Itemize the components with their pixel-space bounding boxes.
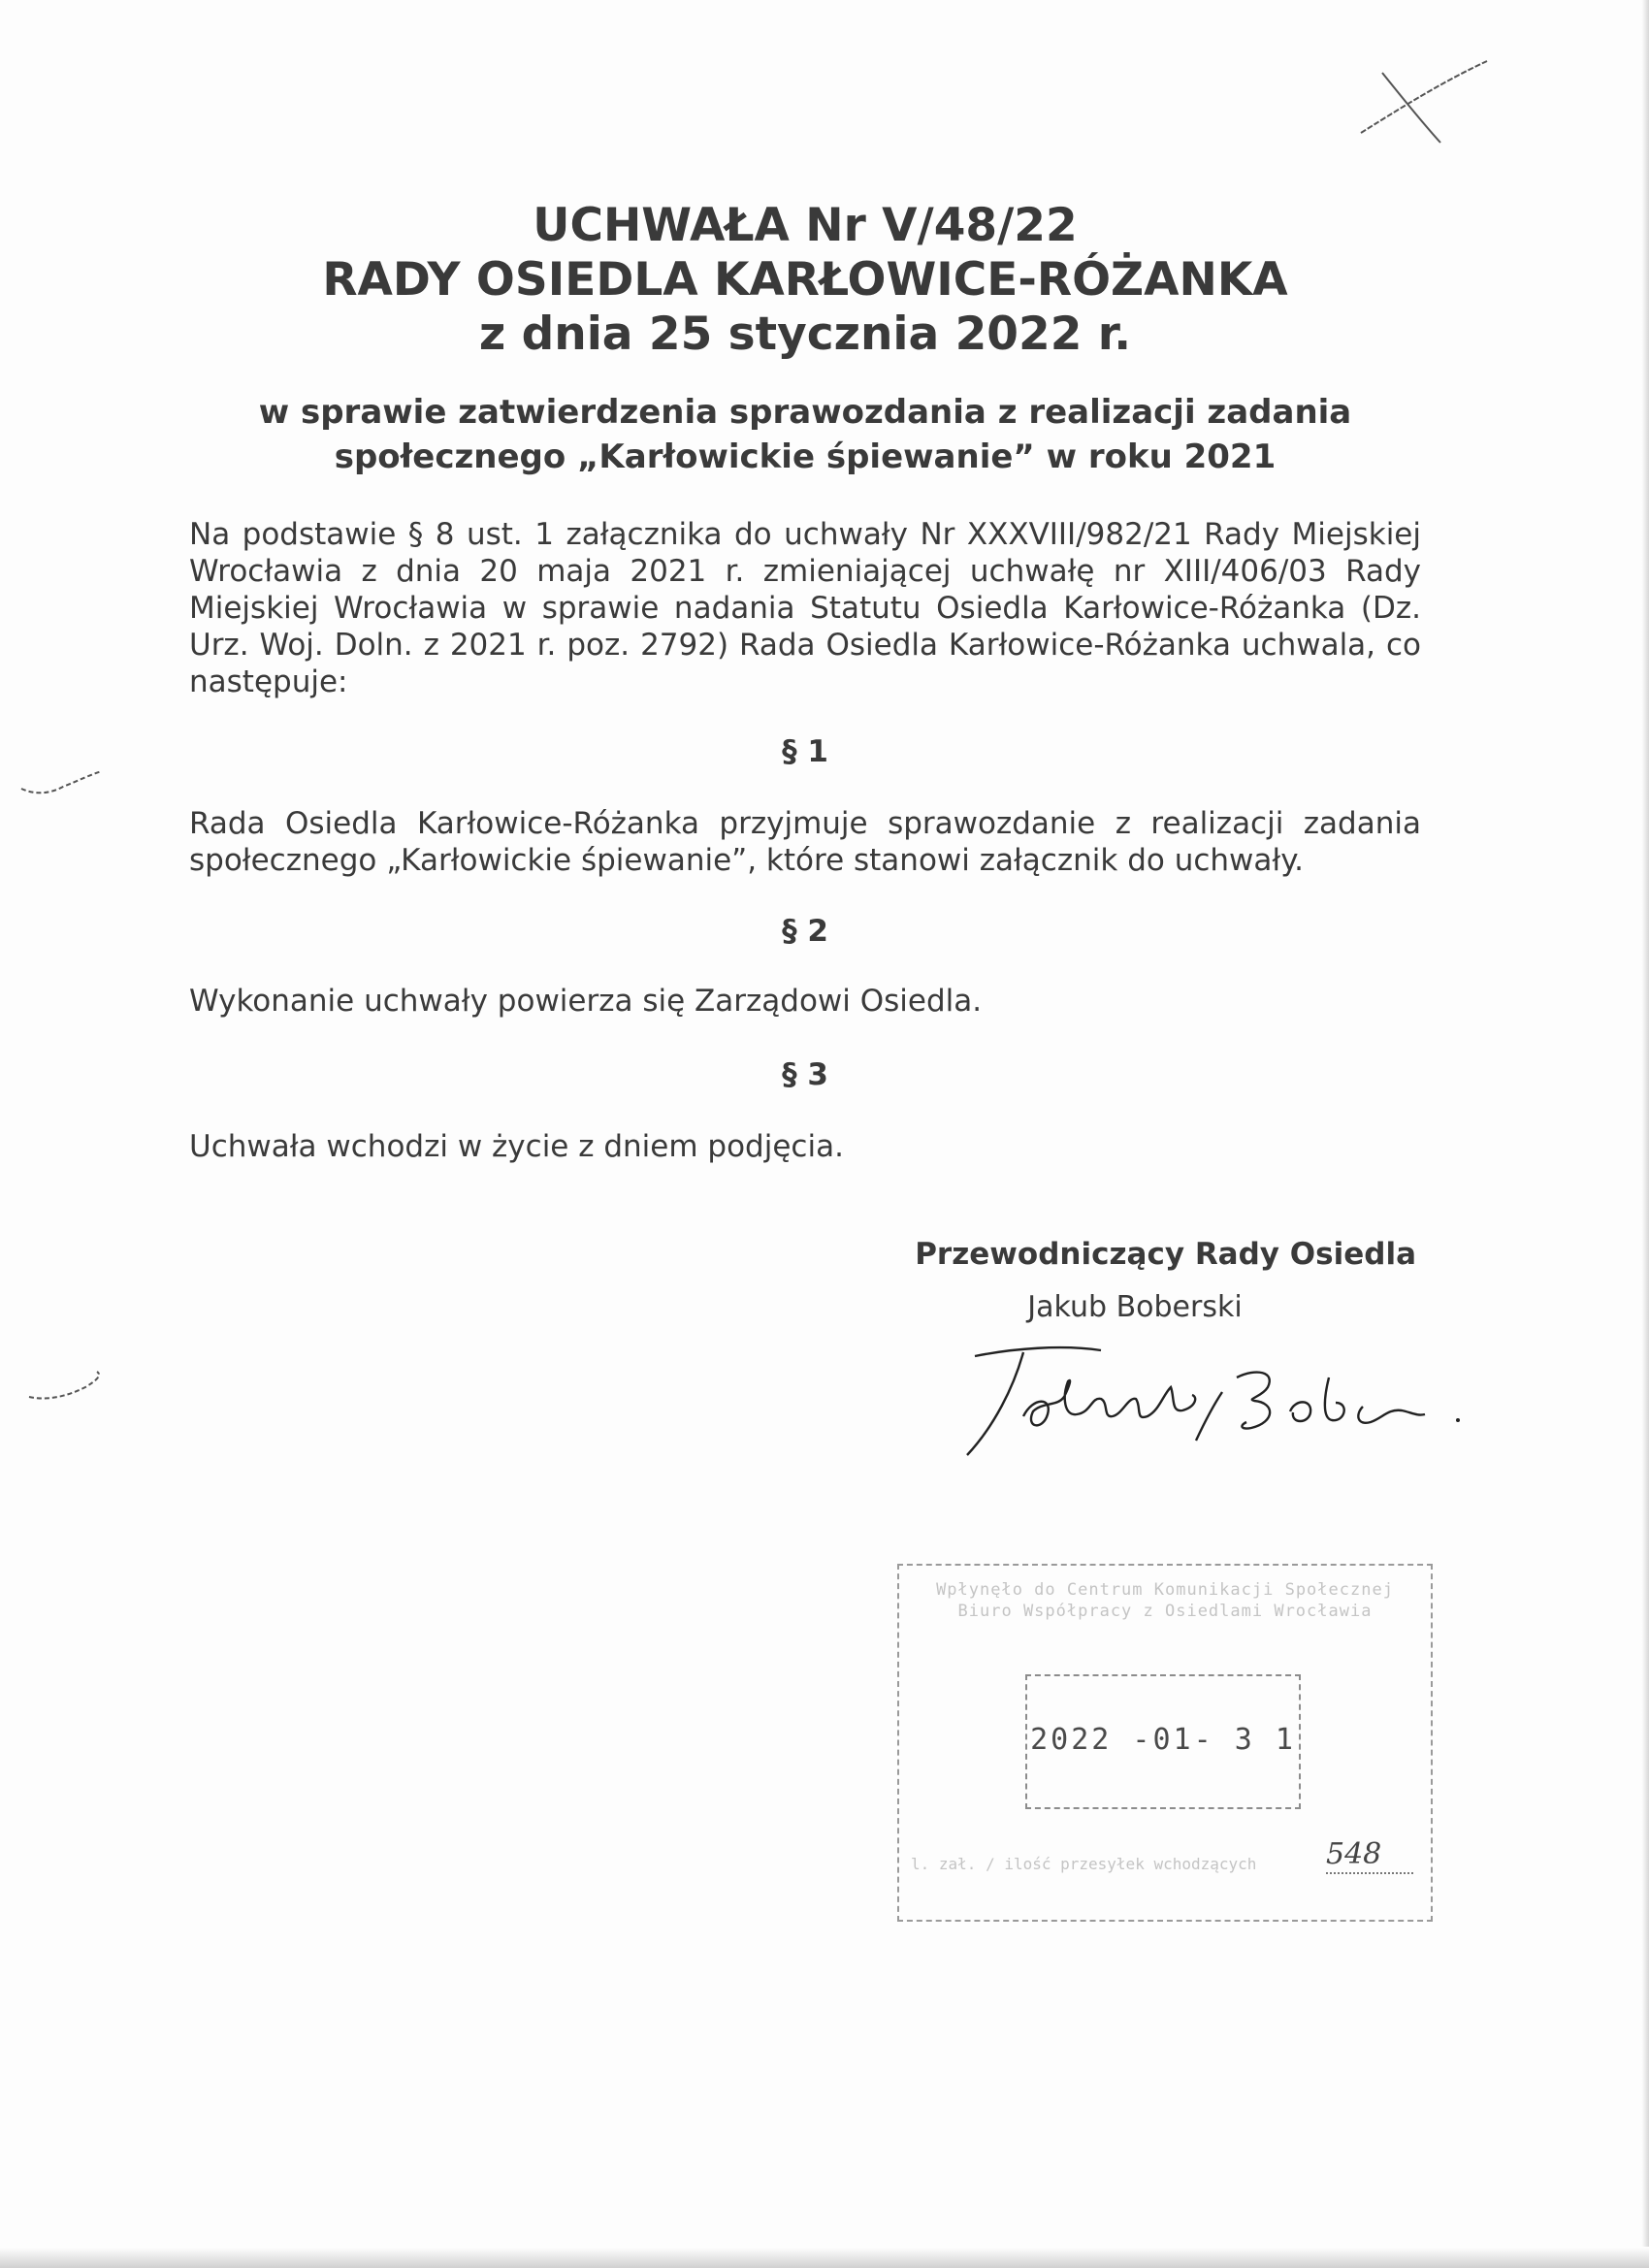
document-subject: [189, 390, 1421, 479]
section-2-text: Wykonanie uchwały powierza się Zarządowi Osiedla.: [189, 984, 983, 1019]
title-resolution-number: UCHWAŁA Nr V/48/22: [533, 199, 1078, 252]
scan-edge-bottom: [0, 2247, 1649, 2268]
margin-pencil-mark: [19, 761, 107, 800]
title-date: z dnia 25 stycznia 2022 r.: [478, 308, 1132, 361]
stamp-dotted-line: [1326, 1872, 1413, 1874]
subject-line-2: społecznego „Karłowickie śpiewanie” w roku 2021: [334, 437, 1277, 476]
title-council-name: RADY OSIEDLA KARŁOWICE-RÓŻANKA: [322, 253, 1288, 307]
signatory-title: Przewodniczący Rady Osiedla: [915, 1237, 1416, 1272]
legal-basis-paragraph: Na podstawie § 8 ust. 1 załącznika do uchwały Nr XXXVIII/982/21 Rady Miejskiej Wrocławia z dnia 20 maja 2021 r. zmieniającej uchwałę nr XIII/406/03 Rady Miejskiej Wrocławia w sprawie nadania Statutu Osiedla Karłowice-Różanka (Dz. Urz. Woj. Doln. z 2021 r. poz. 2792) Rada Osiedla Karłowice-Różanka uchwala, co następuje:: [189, 517, 1421, 699]
stamp-faded-footer: l. zał. / ilość przesyłek wchodzących: [911, 1855, 1257, 1873]
scan-edge-right: [1641, 0, 1649, 2268]
document-title: [189, 199, 1421, 362]
section-2-heading: § 2: [782, 914, 828, 949]
stamp-date: 2022 -01- 3 1: [1030, 1723, 1296, 1757]
section-3-heading: § 3: [782, 1057, 828, 1092]
handwritten-x-mark: [1353, 53, 1489, 150]
margin-pencil-mark: [27, 1368, 114, 1407]
stamp-date-box: [1025, 1674, 1301, 1809]
registration-stamp: [897, 1564, 1433, 1922]
handwritten-signature: [955, 1339, 1479, 1465]
stamp-faded-header: Wpłynęło do Centrum Komunikacji Społecznej Biuro Współpracy z Osiedlami Wrocławia: [936, 1580, 1394, 1621]
signatory-name: Jakub Boberski: [1027, 1290, 1243, 1324]
section-1-text: Rada Osiedla Karłowice-Różanka przyjmuje sprawozdanie z realizacji zadania społecznego „Karłowickie śpiewanie”, które stanowi załącznik do uchwały.: [189, 806, 1421, 878]
section-1-heading: § 1: [782, 734, 828, 769]
stamp-handwritten-number: 548: [1326, 1837, 1382, 1871]
subject-line-1: w sprawie zatwierdzenia sprawozdania z realizacji zadania: [258, 393, 1352, 432]
section-3-text: Uchwała wchodzi w życie z dniem podjęcia.: [189, 1129, 844, 1164]
